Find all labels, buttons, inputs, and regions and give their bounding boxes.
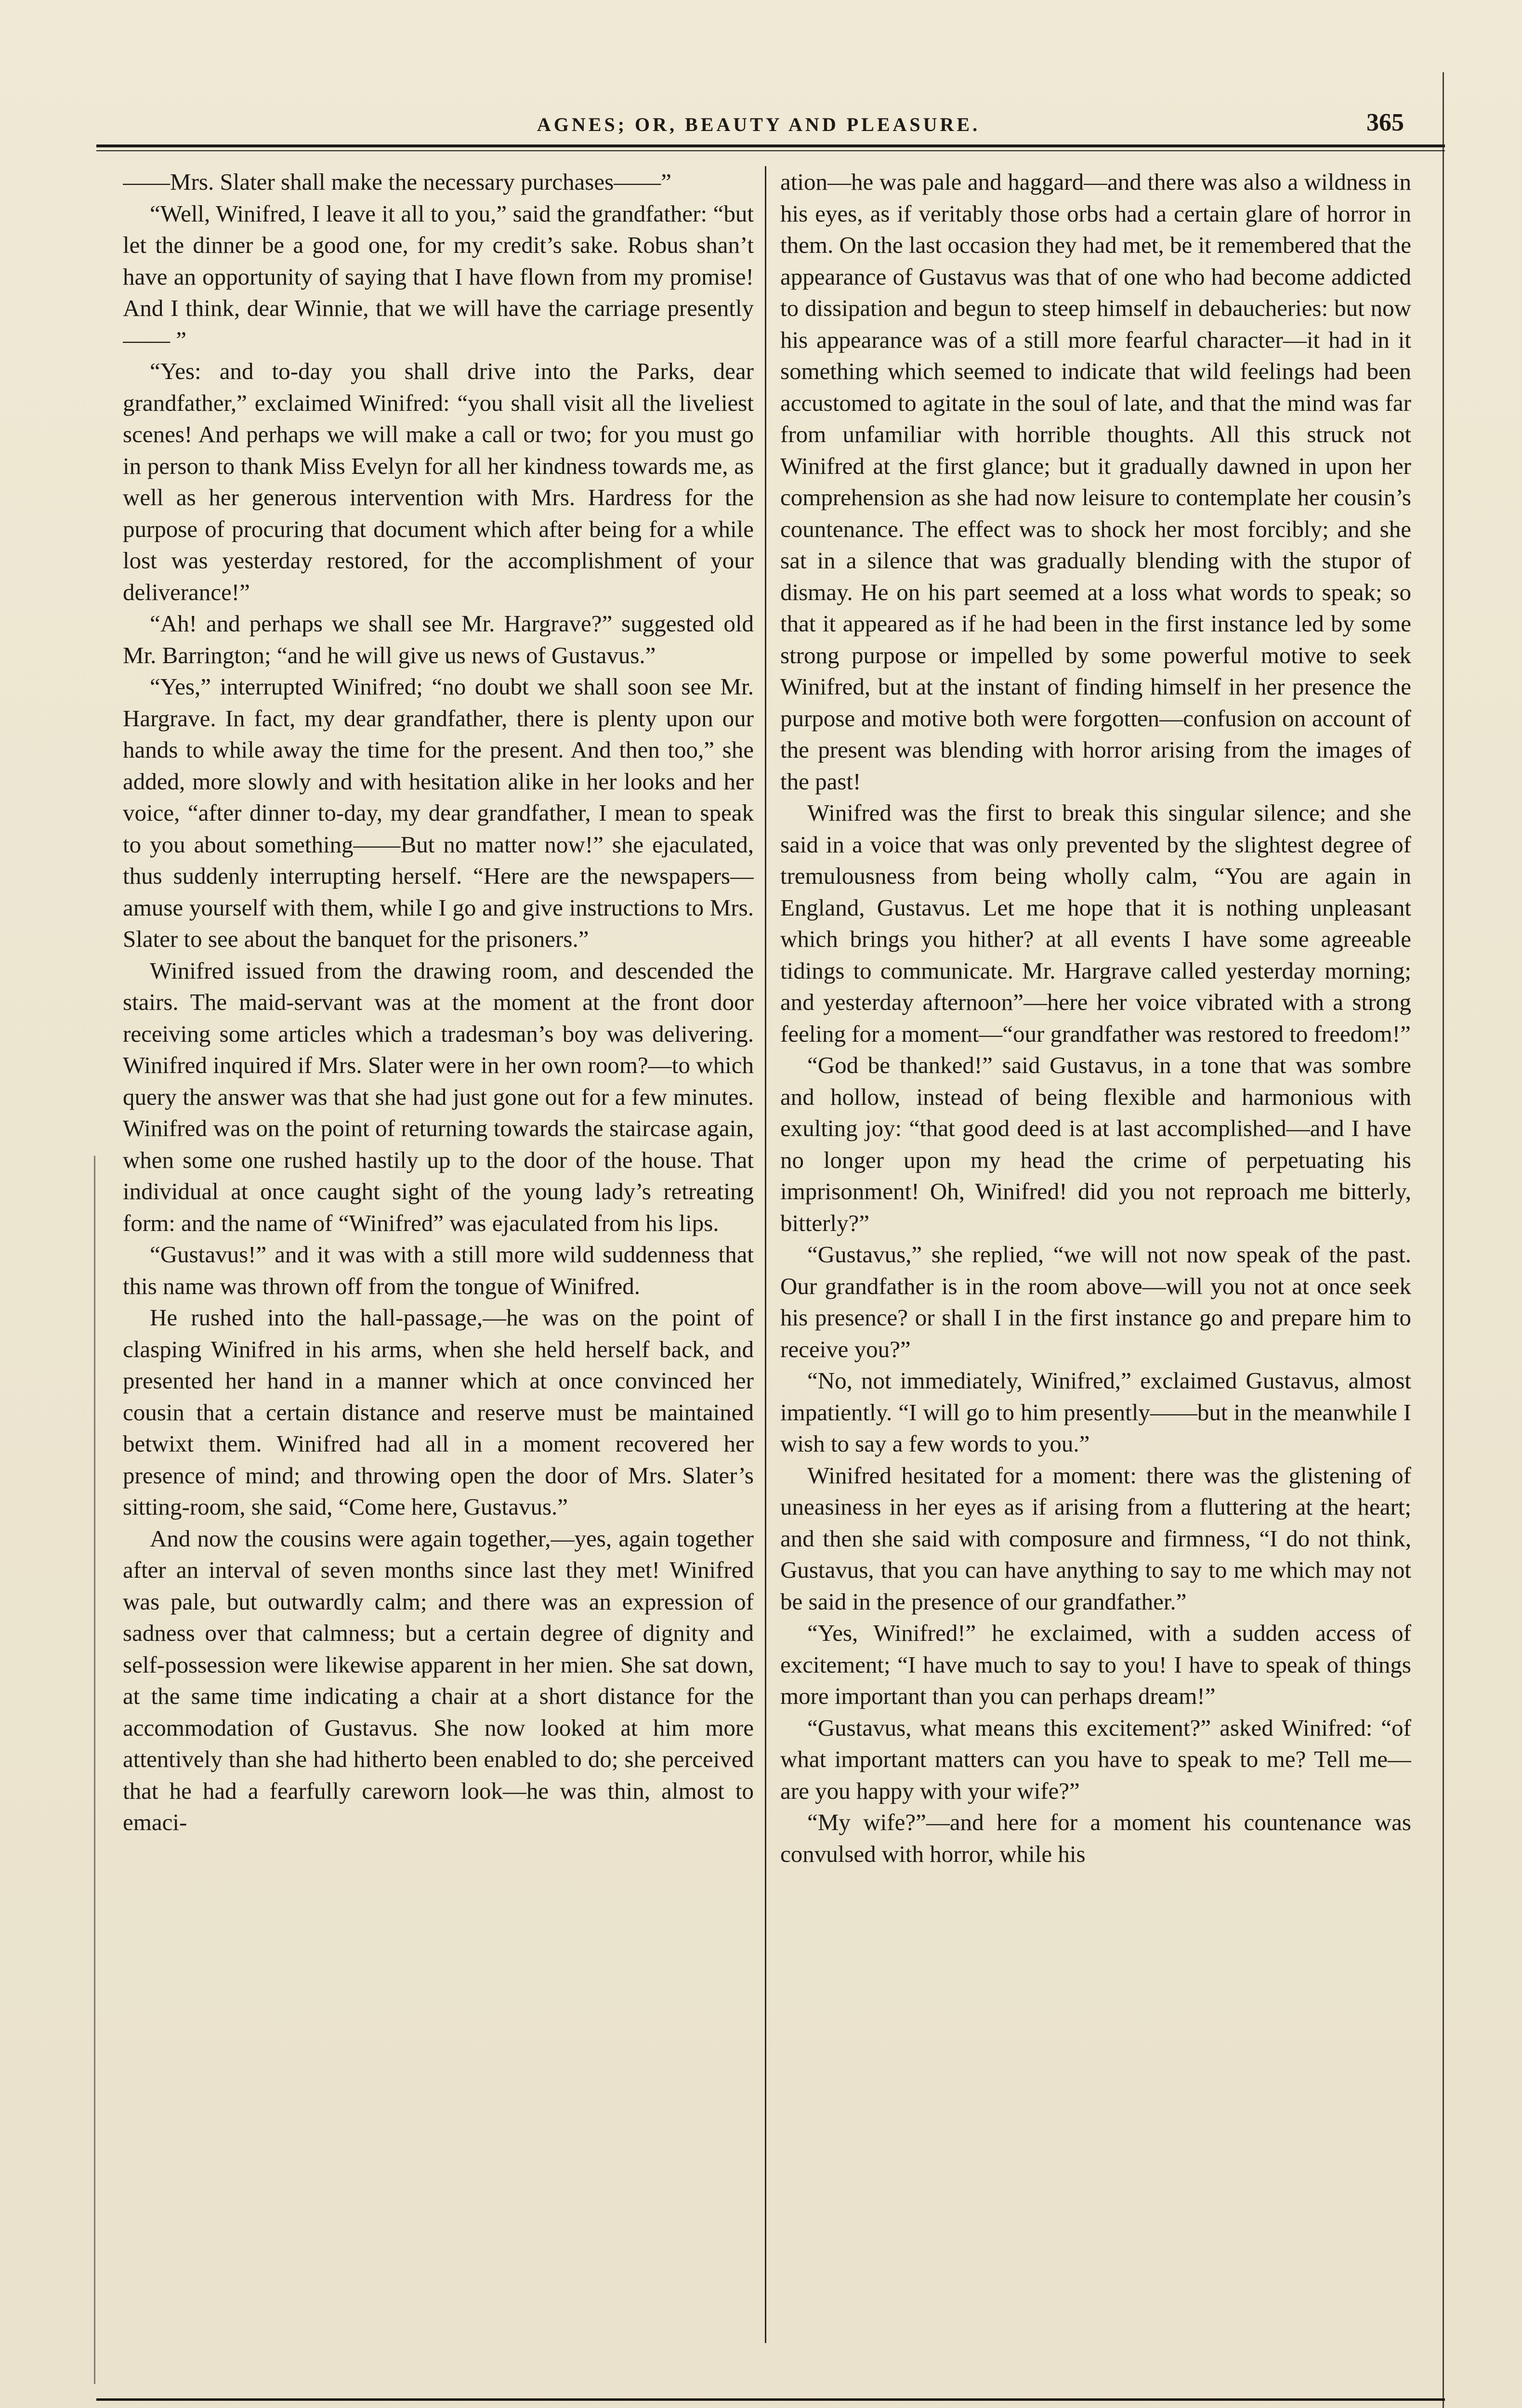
right-column	[780, 166, 1411, 2348]
paragraph: He rushed into the hall-passage,—he was on the point of clasping Winifred in his arms, when she held herself back, and presented her hand in a manner which at once convinced her cousin that a certain distance and reserve must be maintained betwixt them. Winifred had all in a moment recovered her presence of mind; and throwing open the door of Mrs. Slater’s sitting-room, she said, “Come here, Gustavus.”	[123, 1304, 754, 1520]
column-divider	[765, 166, 766, 2343]
paragraph: “Gustavus!” and it was with a still more wild suddenness that this name was thrown off from the tongue of Winifred.	[123, 1241, 754, 1299]
header-rule	[96, 144, 1445, 147]
footer-rule	[96, 2398, 1445, 2401]
paragraph: And now the cousins were again together,—yes, again together after an interval of seven months since last they met! Winifred was pale, but outwardly calm; and there was an expression of sadness over that calmness; but a certain degree of dignity and self-possession were likewise apparent in her mien. She sat down, at the same time indicating a chair at a short distance for the accommodation of Gustavus. She now looked at him more attentively than she had hitherto been enabled to do; she perceived that he had a fearfully careworn look—he was thin, almost to emaci-	[123, 1525, 754, 1835]
paragraph: “Well, Winifred, I leave it all to you,” said the grandfather: “but let the dinner be a good one, for my credit’s sake. Robus shan’t have an opportunity of saying that I have flown from my promise! And I think, dear Winnie, that we will have the carriage presently—— ”	[123, 200, 754, 353]
right-edge-rule	[1443, 72, 1444, 2408]
paragraph: “Yes,” interrupted Winifred; “no doubt we shall soon see Mr. Hargrave. In fact, my dear grandfather, there is plenty upon our hands to while away the time for the present. And then too,” she added, more slowly and with hesitation alike in her looks and her voice, “after dinner to-day, my dear grandfather, I mean to speak to you about something——But no matter now!” she ejaculated, thus suddenly interrupting herself. “Here are the newspapers—amuse yourself with them, while I go and give instructions to Mrs. Slater to see about the banquet for the prisoners.”	[123, 673, 754, 952]
paragraph: Winifred issued from the drawing room, and descended the stairs. The maid-servant was at the moment at the front door receiving some articles which a tradesman’s boy was delivering. Winifred inquired if Mrs. Slater were in her own room?—to which query the answer was that she had just gone out for a few minutes. Winifred was on the point of returning towards the staircase again, when some one rushed hastily up to the door of the house. That individual at once caught sight of the young lady’s retreating form: and the name of “Winifred” was ejaculated from his lips.	[123, 957, 754, 1236]
left-column	[123, 166, 754, 2348]
paragraph: Winifred was the first to break this singular silence; and she said in a voice that was only prevented by the slightest degree of tremulousness from being wholly calm, “You are again in England, Gustavus. Let me hope that it is nothing unpleasant which brings you hither? at all events I have some agreeable tidings to communicate. Mr. Hargrave called yesterday morning; and yesterday afternoon”—here her voice vibrated with a strong feeling for a moment—“our grandfather was restored to freedom!”	[780, 799, 1411, 1047]
paragraph: “Yes: and to-day you shall drive into the Parks, dear grandfather,” exclaimed Winifred: “you shall visit all the liveliest scenes! And perhaps we will make a call or two; for you must go in person to thank Miss Evelyn for all her kindness towards me, as well as her generous intervention with Mrs. Hardress for the purpose of procuring that document which after being for a while lost was yesterday restored, for the accomplishment of your deliverance!”	[123, 358, 754, 605]
paragraph: ——Mrs. Slater shall make the necessary purchases——”	[123, 169, 671, 195]
paragraph: “No, not immediately, Winifred,” exclaimed Gustavus, almost impatiently. “I will go to him presently——but in the meanwhile I wish to say a few words to you.”	[780, 1367, 1411, 1457]
paragraph: “Yes, Winifred!” he exclaimed, with a sudden access of excitement; “I have much to say to you! I have to speak of things more important than you can perhaps dream!”	[780, 1620, 1411, 1709]
paragraph: “Gustavus,” she replied, “we will not now speak of the past. Our grandfather is in the room above—will you not at once seek his presence? or shall I in the first instance go and prepare him to receive you?”	[780, 1241, 1411, 1362]
header-rule-thin	[96, 150, 1445, 151]
paragraph: “Gustavus, what means this excitement?” asked Winifred: “of what important matters can you have to speak to me? Tell me—are you happy with your wife?”	[780, 1714, 1411, 1804]
paragraph: “Ah! and perhaps we shall see Mr. Hargrave?” suggested old Mr. Barrington; “and he will give us news of Gustavus.”	[123, 610, 754, 668]
paragraph: ation—he was pale and haggard—and there was also a wildness in his eyes, as if veritably those orbs had a certain glare of horror in them. On the last occasion they had met, be it remembered that the appearance of Gustavus was that of one who had become addicted to dissipation and begun to steep himself in debaucheries: but now his appearance was of a still more fearful character—it had in it something which seemed to indicate that wild feelings had been accustomed to agitate in the soul of late, and that the mind was far from unfamiliar with horrible thoughts. All this struck not Winifred at the first glance; but it gradually dawned in upon her comprehension as she had now leisure to contemplate her cousin’s countenance. The effect was to shock her most forcibly; and she sat in a silence that was gradually blending with the stupor of dismay. He on his part seemed at a loss what words to speak; so that it appeared as if he had been in the first instance led by some strong purpose or impelled by some powerful motive to seek Winifred, but at the instant of finding himself in her presence the purpose and motive both were forgotten—confusion on account of the present was blending with horror arising from the images of the past!	[780, 169, 1411, 795]
left-edge-rule	[94, 1156, 95, 2384]
page-number: 365	[1366, 109, 1404, 136]
running-title: AGNES; OR, BEAUTY AND PLEASURE.	[537, 114, 981, 135]
paragraph: Winifred hesitated for a moment: there was the glistening of uneasiness in her eyes as if arising from a fluttering at the heart; and then she said with composure and firmness, “I do not think, Gustavus, that you can have anything to say to me which may not be said in the presence of our grandfather.”	[780, 1462, 1411, 1615]
page-header	[104, 108, 1414, 142]
paragraph: “My wife?”—and here for a moment his countenance was convulsed with horror, while his	[780, 1809, 1411, 1867]
paragraph: “God be thanked!” said Gustavus, in a tone that was sombre and hollow, instead of being flexible and harmonious with exulting joy: “that good deed is at last accomplished—and I have no longer upon my head the crime of perpetuating his imprisonment! Oh, Winifred! did you not reproach me bitterly, bitterly?”	[780, 1052, 1411, 1236]
